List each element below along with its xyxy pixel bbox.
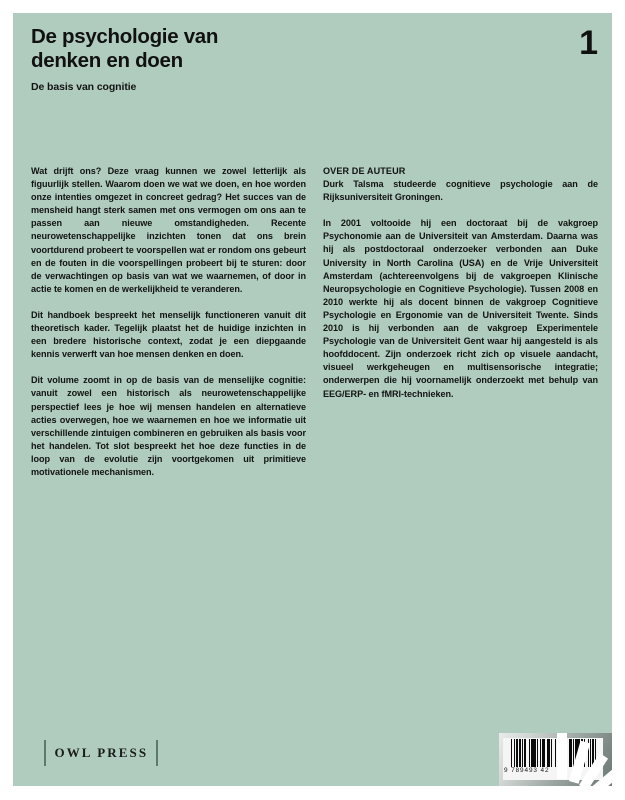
author-paragraph-1: Durk Talsma studeerde cognitieve psychologie aan de Rijksuniversiteit Groningen. bbox=[323, 179, 598, 203]
title-block bbox=[31, 25, 451, 94]
cover-card bbox=[13, 13, 612, 786]
book-title-line-1: De psychologie van bbox=[31, 25, 219, 48]
cover-header bbox=[31, 25, 598, 117]
barcode-block bbox=[499, 733, 612, 786]
blurb-paragraph-2: Dit handboek bespreekt het menselijk functioneren vanuit dit theoretisch kader. Tegelijk plaatst het de huidige inzichten in een bredere historische context, zodat je een diepgaande kennis verwerft van hoe mensen denken en doen. bbox=[31, 309, 306, 360]
blurb-column bbox=[31, 165, 306, 479]
cover-body-columns bbox=[31, 165, 598, 479]
book-title-line-2: denken en doen bbox=[31, 48, 183, 72]
publisher-name: OWL PRESS bbox=[54, 745, 149, 760]
barcode-digits: 9 789493 42 bbox=[504, 767, 550, 774]
page-title bbox=[31, 25, 451, 72]
author-section-heading: OVER DE AUTEUR bbox=[323, 166, 406, 176]
publisher-logo bbox=[44, 740, 158, 766]
falling-books-icon-bar-1 bbox=[557, 733, 567, 779]
blurb-paragraph-1: Wat drijft ons? Deze vraag kunnen we zowel letterlijk als figuurlijk stellen. Waarom doen we wat we doen, en hoe worden onze intenties omgezet in concreet gedrag? Het succes van de mensheid hangt sterk samen met ons vermogen om ons aan te passen aan nieuwe omstandigheden. Recente neurowetenschappelijke inzichten tonen dat ons brein voortdurend probeert te voorspellen wat er rondom ons gebeurt en de fouten in die voorspellingen probeert bij te sturen: door de verwachtingen op basis van wat we waarnemen, of door in actie te komen en de werkelijkheid te veranderen. bbox=[31, 166, 306, 294]
book-subtitle: De basis van cognitie bbox=[31, 81, 137, 93]
author-column bbox=[323, 165, 598, 479]
author-paragraph-2: In 2001 voltooide hij een doctoraat bij de vakgroep Psychonomie aan de Universiteit van Amsterdam. Daarna was hij als postdoctoraal onderzoeker verbonden aan Duke University in North Carolina (USA) en de Vrije Universiteit Amsterdam (achtereenvolgens bij de vakgroepen Klinische Neuropsychologie en Cognitieve Psychologie). Tussen 2008 en 2010 werkte hij als docent binnen de vakgroep Cognitieve Psychologie en Ergonomie van de Universiteit Twente. Sinds 2010 is hij verbonden aan de vakgroep Experimentele Psychologie van de Universiteit Gent waar hij aangesteld is als hoofddocent. Zijn onderzoek richt zich op visuele aandacht, visueel werkgeheugen en multisensorische integratie; onderwerpen die hij voornamelijk onderzoekt met behulp van EEG/ERP- en fMRI-technieken. bbox=[323, 218, 598, 399]
volume-number-badge: 1 bbox=[579, 24, 598, 62]
logo-right-rule bbox=[156, 740, 158, 766]
blurb-paragraph-3: Dit volume zoomt in op de basis van de menselijke cognitie: vanuit zowel een historisch als neurowetenschappelijke perspectief lees je hoe wij mensen handelen en alternatieve acties overwegen, hoe we waarnemen en hoe we informatie uit verschillende zintuigen combineren en gebruiken als basis voor het handelen. Tot slot bespreekt het hoe deze functies in de loop van de evolutie zijn voortgekomen uit primitieve motivationele mechanismen. bbox=[31, 375, 306, 477]
